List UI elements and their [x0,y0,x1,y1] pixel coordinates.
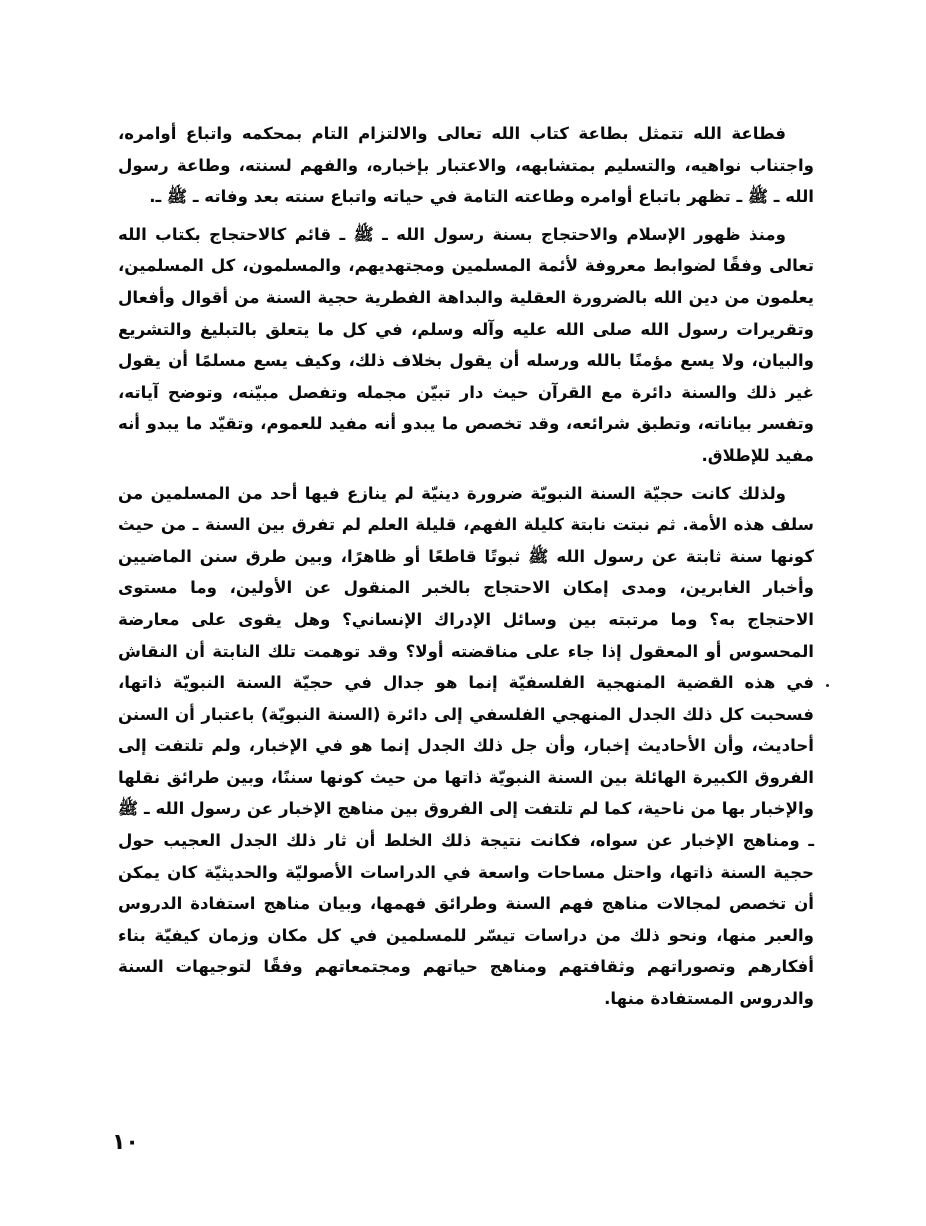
body-text [118,118,814,1015]
paragraph-1: فطاعة الله تتمثل بطاعة كتاب الله تعالى والالتزام التام بمحكمه واتباع أوامره، واجتناب نواهيه، والتسليم بمتشابهه، والاعتبار بإخباره، والفهم لسنته، وطاعة رسول الله ـ ﷺ ـ تظهر باتباع أوامره وطاعته التامة في حياته واتباع سنته بعد وفاته ـ ﷺ ـ. [118,124,814,207]
paragraph-3: ولذلك كانت حجيّة السنة النبويّة ضرورة دينيّة لم ينازع فيها أحد من المسلمين من سلف هذه الأمة. ثم نبتت نابتة كليلة الفهم، قليلة العلم لم تفرق بين السنة ـ من حيث كونها سنة ثابتة عن رسول الله ﷺ ثبوتًا قاطعًا أو ظاهرًا، وبين طرق سنن الماضيين وأخبار الغابرين، ومدى إمكان الاحتجاج بالخبر المنقول عن الأولين، وما مستوى الاحتجاج به؟ وما مرتبته بين وسائل الإدراك الإنساني؟ وهل يقوى على معارضة المحسوس أو المعقول إذا جاء على مناقضته أولا؟ وقد توهمت تلك النابتة أن النقاش في هذه القضية المنهجية الفلسفيّة إنما هو جدال في حجيّة السنة النبويّة ذاتها، فسحبت كل ذلك الجدل المنهجي الفلسفي إلى دائرة (السنة النبويّة) باعتبار أن السنن أحاديث، وأن الأحاديث إخبار، وأن جل ذلك الجدل إنما هو في الإخبار، ولم تلتفت إلى الفروق الكبيرة الهائلة بين السنة النبويّة ذاتها من حيث كونها سننًا، وبين طرائق نقلها والإخبار بها من ناحية، كما لم تلتفت إلى الفروق بين مناهج الإخبار عن رسول الله ـ ﷺ ـ ومناهج الإخبار عن سواه، فكانت نتيجة ذلك الخلط أن ثار ذلك الجدل العجيب حول حجية السنة ذاتها، واحتل مساحات واسعة في الدراسات الأصوليّة والحديثيّة كان يمكن أن تخصص لمجالات مناهج فهم السنة وطرائق فهمها، وبيان مناهج استفادة الدروس والعبر منها، ونحو ذلك من دراسات تيسّر للمسلمين في كل مكان وزمان كيفيّة بناء أفكارهم وتصوراتهم وثقافتهم ومناهج حياتهم ومجتمعاتهم وفقًا لتوجيهات السنة والدروس المستفادة منها. [118,483,814,1009]
page-number: ١٠ [112,1130,139,1155]
margin-mark [826,684,829,687]
paragraph-2: ومنذ ظهور الإسلام والاحتجاج بسنة رسول الله ـ ﷺ ـ قائم كالاحتجاج بكتاب الله تعالى وفقًا لضوابط معروفة لأئمة المسلمين ومجتهديهم، والمسلمون، كل المسلمين، يعلمون من دين الله بالضرورة العقلية والبداهة الفطرية حجية السنة من أقوال وأفعال وتقريرات رسول الله صلى الله عليه وآله وسلم، في كل ما يتعلق بالتبليغ والتشريع والبيان، ولا يسع مؤمنًا بالله ورسله أن يقول بخلاف ذلك، وكيف يسع مسلمًا أن يقول غير ذلك والسنة دائرة مع القرآن حيث دار تبيّن مجمله وتفصل مبيّنه، وتوضح آياته، وتفسر بياناته، وتطبق شرائعه، وقد تخصص ما يبدو أنه مفيد للعموم، وتقيّد ما يبدو أنه مفيد للإطلاق. [118,224,814,465]
